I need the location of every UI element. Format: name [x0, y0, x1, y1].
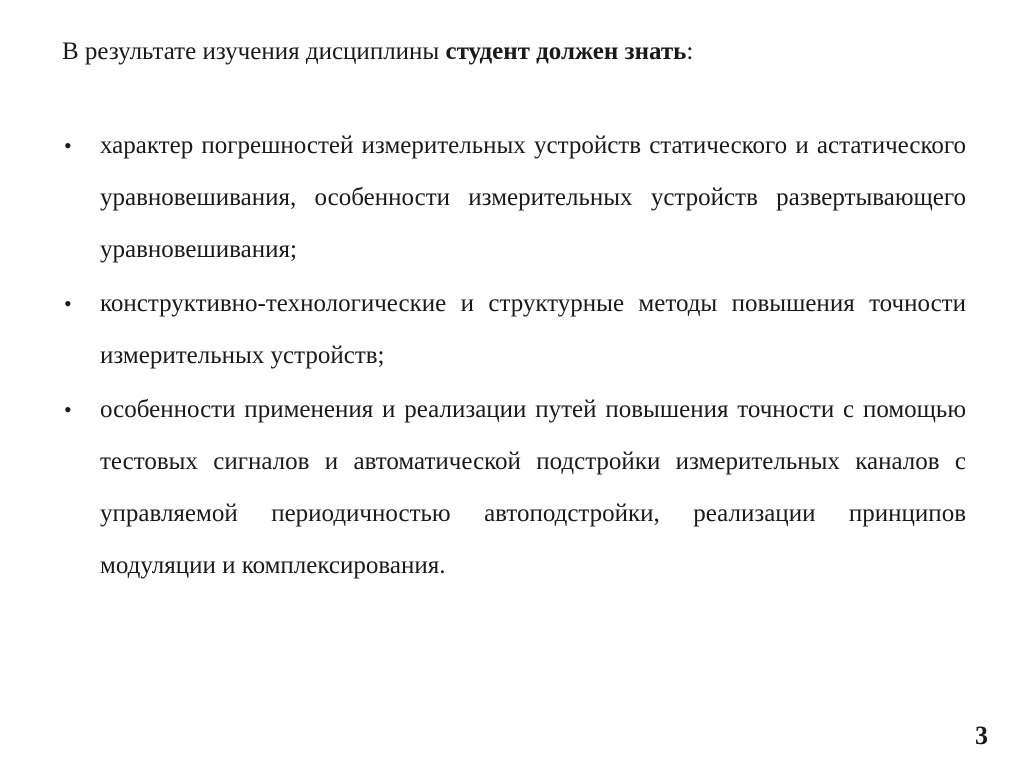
- bullet-text: конструктивно-технологические и структурные методы повышения точности измерительных устройств;: [100, 290, 966, 369]
- page-number: 3: [975, 721, 988, 750]
- intro-emphasis: студент должен знать: [445, 38, 687, 65]
- intro-suffix: :: [686, 38, 694, 65]
- bullet-item: [62, 120, 966, 276]
- bullet-text: особенности применения и реализации путей повышения точности с помощью тестовых сигналов и автоматической подстройки измерительных каналов с управляемой периодичностью автоподстройки, реализации принципов модуляции и комплексирования.: [100, 396, 966, 579]
- bullet-marker: •: [64, 291, 72, 316]
- intro-sentence: [62, 34, 962, 70]
- bullet-marker: •: [64, 133, 72, 158]
- bullet-list: [62, 120, 966, 594]
- bullet-text: характер погрешностей измерительных устройств статического и астатического уравновешивания, особенности измерительных устройств развертывающего уравновешивания;: [100, 132, 966, 263]
- intro-prefix: В результате изучения дисциплины: [62, 38, 446, 65]
- bullet-item: [62, 384, 966, 592]
- bullet-item: [62, 278, 966, 382]
- bullet-marker: •: [64, 397, 72, 422]
